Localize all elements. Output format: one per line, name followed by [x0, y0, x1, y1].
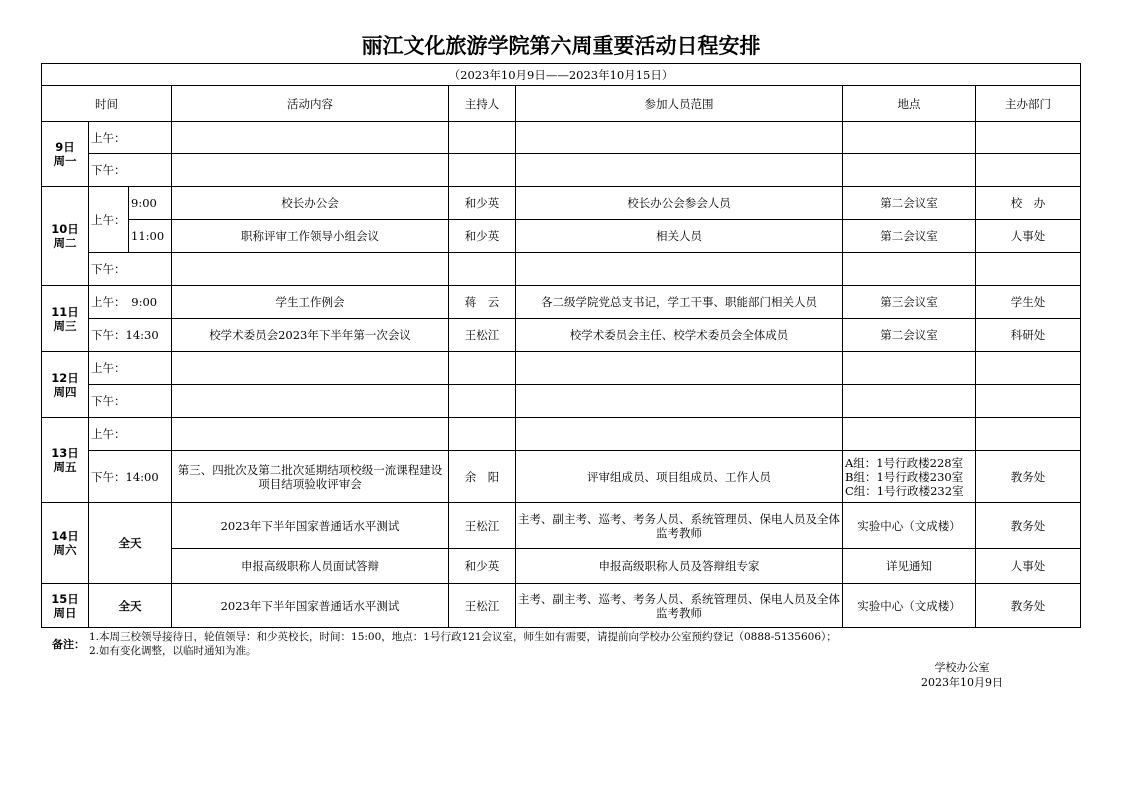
event-content: 2023年下半年国家普通话水平测试 — [172, 584, 449, 628]
header-time: 时间 — [42, 86, 172, 122]
day-cell-sat — [42, 503, 89, 584]
issuing-office: 学校办公室 — [934, 661, 990, 674]
event-time: 下午：14:30 — [89, 319, 172, 352]
event-location: 实验中心（文成楼） — [843, 503, 976, 549]
day-weekday: 周六 — [53, 543, 77, 557]
event-participants: 相关人员 — [516, 220, 843, 253]
day-date: 9日 — [55, 140, 75, 154]
location-line: A组：1号行政楼228室 — [845, 455, 964, 470]
day-cell-tue — [42, 187, 89, 286]
day-cell-sun — [42, 584, 89, 628]
event-host: 蒋 云 — [449, 286, 516, 319]
day-weekday: 周三 — [53, 318, 77, 333]
issue-date: 2023年10月9日 — [921, 676, 1003, 689]
event-department: 学生处 — [976, 286, 1081, 319]
event-host: 王松江 — [449, 584, 516, 628]
note-line-1: 1.本周三校领导接待日，轮值领导：和少英校长，时间：15:00，地点：1号行政121会议室，师生如有需要，请提前向学校办公室预约登记（0888-5135606）； — [89, 631, 837, 643]
event-time: 11:00 — [129, 220, 172, 253]
event-department: 教务处 — [976, 503, 1081, 549]
event-location: 第二会议室 — [843, 187, 976, 220]
header-content: 活动内容 — [172, 86, 449, 122]
pm-label: 下午： — [89, 385, 172, 418]
event-location: 详见通知 — [843, 549, 976, 584]
note-line-2: 2.如有变化调整，以临时通知为准。 — [89, 645, 257, 657]
event-participants: 校长办公会参会人员 — [516, 187, 843, 220]
day-weekday: 周一 — [53, 154, 77, 168]
page-title: 丽江文化旅游学院第六周重要活动日程安排 — [361, 34, 761, 58]
event-content: 职称评审工作领导小组会议 — [172, 220, 449, 253]
header-host: 主持人 — [449, 86, 516, 122]
event-department: 人事处 — [976, 220, 1081, 253]
am-label: 上午： — [89, 122, 172, 154]
am-label: 上午： — [89, 352, 172, 385]
day-weekday: 周二 — [53, 236, 77, 250]
event-host: 和少英 — [449, 187, 516, 220]
event-time: 上午： 9:00 — [89, 286, 172, 319]
header-participants: 参加人员范围 — [516, 86, 843, 122]
event-location: 第二会议室 — [843, 220, 976, 253]
event-department: 校 办 — [976, 187, 1081, 220]
event-time: 9:00 — [129, 187, 172, 220]
event-host: 王松江 — [449, 319, 516, 352]
event-host: 和少英 — [449, 549, 516, 584]
header-location: 地点 — [843, 86, 976, 122]
all-day-label: 全天 — [89, 503, 172, 584]
day-date: 14日 — [51, 529, 79, 543]
event-location: 第二会议室 — [843, 319, 976, 352]
event-location: 第三会议室 — [843, 286, 976, 319]
event-location — [843, 451, 976, 503]
all-day-label: 全天 — [89, 584, 172, 628]
am-label: 上午： — [89, 418, 172, 451]
location-line: B组：1号行政楼230室 — [845, 469, 964, 484]
signature-block — [900, 660, 1024, 690]
day-cell-fri — [42, 418, 89, 503]
date-range: （2023年10月9日——2023年10月15日） — [42, 64, 1081, 86]
event-host: 和少英 — [449, 220, 516, 253]
event-participants: 校学术委员会主任、校学术委员会全体成员 — [516, 319, 843, 352]
day-date: 11日 — [51, 304, 79, 319]
event-content: 申报高级职称人员面试答辩 — [172, 549, 449, 584]
event-content: 学生工作例会 — [172, 286, 449, 319]
day-cell-wed — [42, 286, 89, 352]
day-weekday: 周五 — [53, 460, 77, 474]
event-content: 第三、四批次及第二批次延期结项校级一流课程建设项目结项验收评审会 — [172, 451, 449, 503]
event-department: 教务处 — [976, 451, 1081, 503]
header-department: 主办部门 — [976, 86, 1081, 122]
day-weekday: 周四 — [53, 384, 77, 399]
event-content: 校长办公会 — [172, 187, 449, 220]
event-location: 实验中心（文成楼） — [843, 584, 976, 628]
event-participants: 主考、副主考、巡考、考务人员、系统管理员、保电人员及全体监考教师 — [516, 503, 843, 549]
pm-label: 下午： — [89, 154, 172, 187]
schedule-table — [41, 63, 1081, 628]
event-participants: 申报高级职称人员及答辩组专家 — [516, 549, 843, 584]
am-label: 上午： — [89, 187, 129, 253]
day-weekday: 周日 — [53, 605, 77, 620]
event-host: 余 阳 — [449, 451, 516, 503]
location-line: C组：1号行政楼232室 — [845, 483, 964, 498]
day-cell-mon — [42, 122, 89, 187]
event-department: 教务处 — [976, 584, 1081, 628]
event-participants: 评审组成员、项目组成员、工作人员 — [516, 451, 843, 503]
event-host: 王松江 — [449, 503, 516, 549]
pm-label: 下午： — [89, 253, 172, 286]
event-department: 人事处 — [976, 549, 1081, 584]
event-time: 下午：14:00 — [89, 451, 172, 503]
day-date: 12日 — [51, 370, 79, 385]
event-department: 科研处 — [976, 319, 1081, 352]
day-cell-thu — [42, 352, 89, 418]
event-content: 2023年下半年国家普通话水平测试 — [172, 503, 449, 549]
day-date: 13日 — [51, 446, 79, 460]
day-date: 10日 — [51, 222, 79, 236]
event-participants: 主考、副主考、巡考、考务人员、系统管理员、保电人员及全体监考教师 — [516, 584, 843, 628]
event-content: 校学术委员会2023年下半年第一次会议 — [172, 319, 449, 352]
event-participants: 各二级学院党总支书记，学工干事、职能部门相关人员 — [516, 286, 843, 319]
day-date: 15日 — [51, 591, 79, 606]
notes-label: 备注： — [52, 638, 85, 651]
